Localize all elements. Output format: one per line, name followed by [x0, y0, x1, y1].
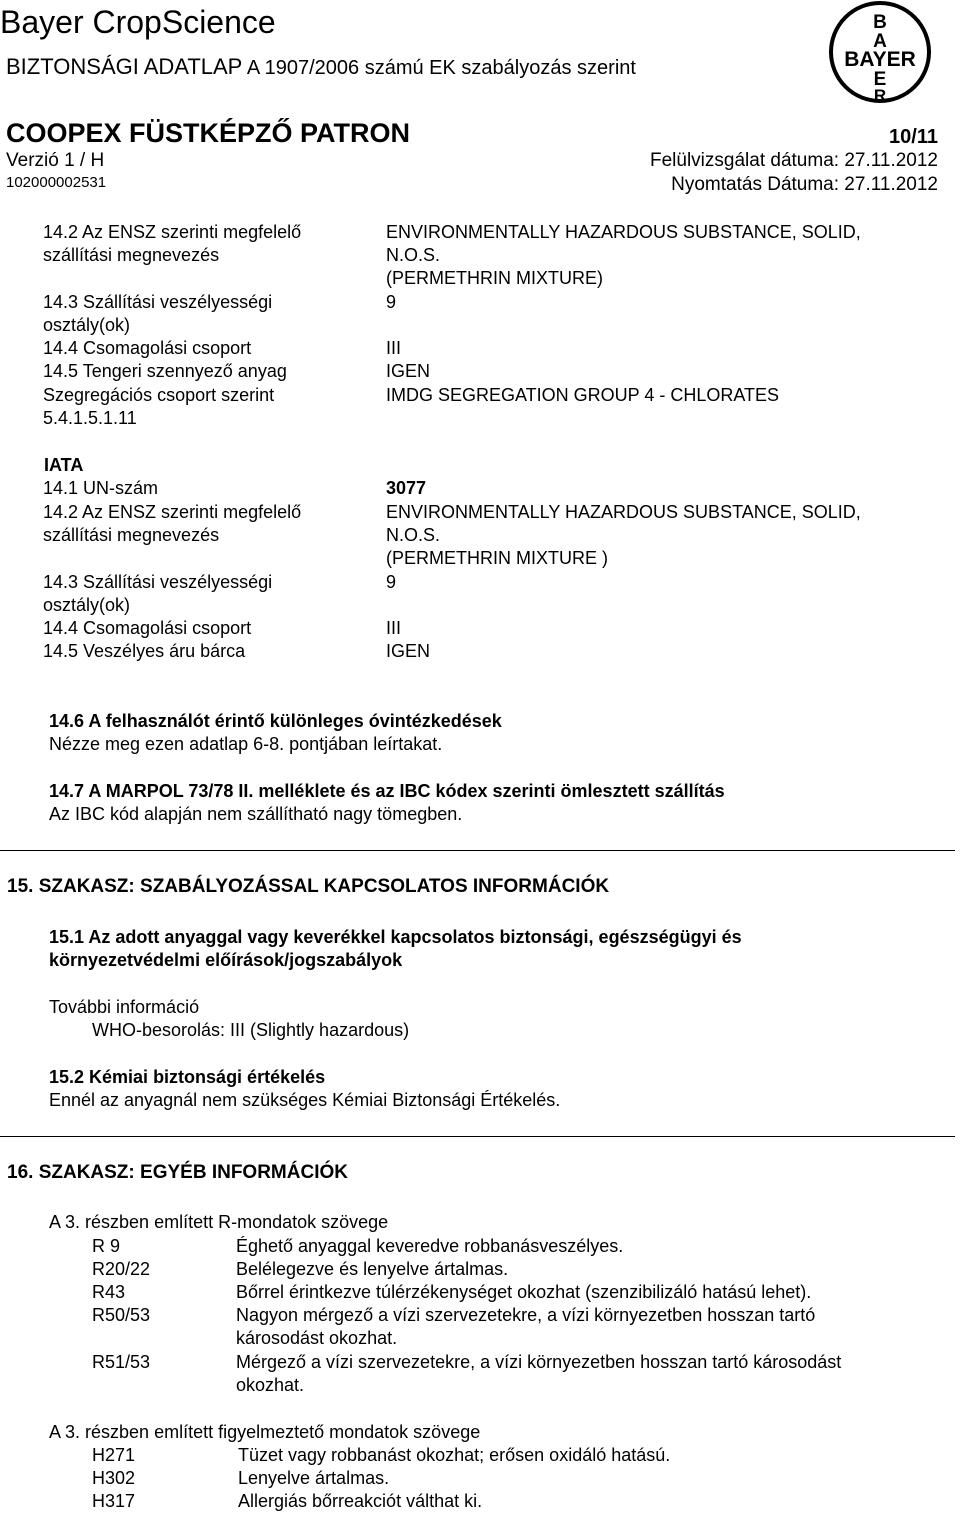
- section-16-title: 16. SZAKASZ: EGYÉB INFORMÁCIÓK: [7, 1162, 348, 1183]
- further-info-label: További információ: [49, 997, 200, 1017]
- iata-145-value: IGEN: [386, 641, 431, 661]
- iata-142-label-2: szállítási megnevezés: [43, 525, 220, 545]
- section-15-2-title: 15.2 Kémiai biztonsági értékelés: [49, 1067, 326, 1087]
- h-phrase-text: Allergiás bőrreakciót válthat ki.: [238, 1491, 483, 1511]
- r-phrase-code: R20/22: [92, 1259, 151, 1279]
- imdg-seg-value: IMDG SEGREGATION GROUP 4 - CHLORATES: [386, 385, 780, 405]
- imdg-145-value: IGEN: [386, 361, 431, 381]
- iata-145-label: 14.5 Veszélyes áru bárca: [43, 641, 246, 661]
- h-phrase-text: Lenyelve ártalmas.: [238, 1468, 390, 1488]
- iata-144-label: 14.4 Csomagolási csoport: [43, 618, 252, 638]
- section-divider: [0, 850, 955, 851]
- iata-141-label: 14.1 UN-szám: [43, 478, 159, 498]
- section-15-1-title-2: környezetvédelmi előírások/jogszabályok: [49, 950, 403, 970]
- section-divider: [0, 1136, 955, 1137]
- r-phrases-intro: A 3. részben említett R-mondatok szövege: [49, 1212, 389, 1232]
- section-15-2-text: Ennél az anyagnál nem szükséges Kémiai Biztonsági Értékelés.: [49, 1090, 561, 1110]
- document-title-main: BIZTONSÁGI ADATLAP: [6, 54, 243, 79]
- imdg-142-label-1: 14.2 Az ENSZ szerinti megfelelő: [43, 222, 302, 242]
- imdg-seg-label-1: Szegregációs csoport szerint: [43, 385, 275, 405]
- imdg-143-label-2: osztály(ok): [43, 315, 131, 335]
- iata-142-value-3: (PERMETHRIN MIXTURE ): [386, 548, 608, 568]
- iata-143-label-2: osztály(ok): [43, 595, 131, 615]
- h-phrase-code: H302: [92, 1468, 136, 1488]
- imdg-144-label: 14.4 Csomagolási csoport: [43, 338, 252, 358]
- imdg-143-value: 9: [386, 292, 397, 312]
- iata-143-value: 9: [386, 572, 397, 592]
- company-name: Bayer CropScience: [0, 4, 276, 40]
- who-classification: WHO-besorolás: III (Slightly hazardous): [92, 1020, 410, 1040]
- document-number: 102000002531: [6, 174, 107, 191]
- r-phrase-text-continued: okozhat.: [236, 1375, 305, 1395]
- imdg-144-value: III: [386, 338, 402, 358]
- h-phrase-code: H271: [92, 1445, 136, 1465]
- version: Verzió 1 / H: [6, 150, 105, 171]
- section-14-6-title: 14.6 A felhasználót érintő különleges óvintézkedések: [49, 711, 502, 731]
- r-phrase-text: Éghető anyaggal keveredve robbanásveszélyes.: [236, 1236, 624, 1256]
- h-phrase-text: Tüzet vagy robbanást okozhat; erősen oxidáló hatású.: [238, 1445, 671, 1465]
- r-phrase-text: Belélegezve és lenyelve ártalmas.: [236, 1259, 509, 1279]
- logo-text: BAYER: [844, 48, 916, 71]
- section-15-1-title-1: 15.1 Az adott anyaggal vagy keverékkel kapcsolatos biztonsági, egészségügyi és: [49, 927, 742, 947]
- svg-text:E: E: [873, 69, 887, 90]
- iata-142-value-1: ENVIRONMENTALLY HAZARDOUS SUBSTANCE, SOLID,: [386, 502, 861, 522]
- section-14-7-text: Az IBC kód alapján nem szállítható nagy tömegben.: [49, 804, 463, 824]
- r-phrase-text: Bőrrel érintkezve túlérzékenységet okozhat (szenzibilizáló hatású lehet).: [236, 1282, 812, 1302]
- imdg-seg-label-2: 5.4.1.5.1.11: [43, 408, 137, 428]
- iata-141-value: 3077: [386, 478, 427, 498]
- r-phrase-code: R43: [92, 1282, 126, 1302]
- imdg-142-value-3: (PERMETHRIN MIXTURE): [386, 268, 603, 288]
- svg-text:A: A: [873, 31, 887, 52]
- review-date: Felülvizsgálat dátuma: 27.11.2012: [650, 150, 938, 171]
- iata-heading: IATA: [44, 455, 84, 475]
- r-phrase-text-continued: károsodást okozhat.: [236, 1328, 398, 1348]
- product-name: COOPEX FÜSTKÉPZŐ PATRON: [6, 118, 411, 148]
- svg-text:B: B: [873, 12, 887, 33]
- imdg-142-label-2: szállítási megnevezés: [43, 245, 220, 265]
- r-phrase-text: Mérgező a vízi szervezetekre, a vízi környezetben hosszan tartó károsodást: [236, 1352, 842, 1372]
- section-14-6-text: Nézze meg ezen adatlap 6-8. pontjában leírtakat.: [49, 734, 443, 754]
- iata-142-value-2: N.O.S.: [386, 525, 441, 545]
- r-phrase-text: Nagyon mérgező a vízi szervezetekre, a vízi környezetben hosszan tartó: [236, 1305, 816, 1325]
- iata-142-label-1: 14.2 Az ENSZ szerinti megfelelő: [43, 502, 302, 522]
- iata-144-value: III: [386, 618, 402, 638]
- iata-143-label-1: 14.3 Szállítási veszélyességi: [43, 572, 273, 592]
- r-phrase-code: R50/53: [92, 1305, 151, 1325]
- h-phrase-code: H317: [92, 1491, 136, 1511]
- print-date: Nyomtatás Dátuma: 27.11.2012: [671, 174, 938, 195]
- page-number: 10/11: [889, 126, 938, 148]
- document-title: [6, 54, 636, 80]
- imdg-142-value-2: N.O.S.: [386, 245, 441, 265]
- r-phrase-code: R 9: [92, 1236, 121, 1256]
- imdg-142-value-1: ENVIRONMENTALLY HAZARDOUS SUBSTANCE, SOLID,: [386, 222, 861, 242]
- imdg-143-label-1: 14.3 Szállítási veszélyességi: [43, 292, 273, 312]
- section-14-7-title: 14.7 A MARPOL 73/78 II. melléklete és az IBC kódex szerinti ömlesztett szállítás: [49, 781, 725, 801]
- bayer-cross-logo: [828, 0, 932, 104]
- h-phrases-intro: A 3. részben említett figyelmeztető mondatok szövege: [49, 1422, 481, 1442]
- section-15-title: 15. SZAKASZ: SZABÁLYOZÁSSAL KAPCSOLATOS INFORMÁCIÓK: [7, 876, 610, 897]
- svg-text:R: R: [873, 86, 887, 104]
- r-phrase-code: R51/53: [92, 1352, 151, 1372]
- imdg-145-label: 14.5 Tengeri szennyező anyag: [43, 361, 287, 381]
- document-title-regulation: A 1907/2006 számú EK szabályozás szerint: [242, 57, 636, 79]
